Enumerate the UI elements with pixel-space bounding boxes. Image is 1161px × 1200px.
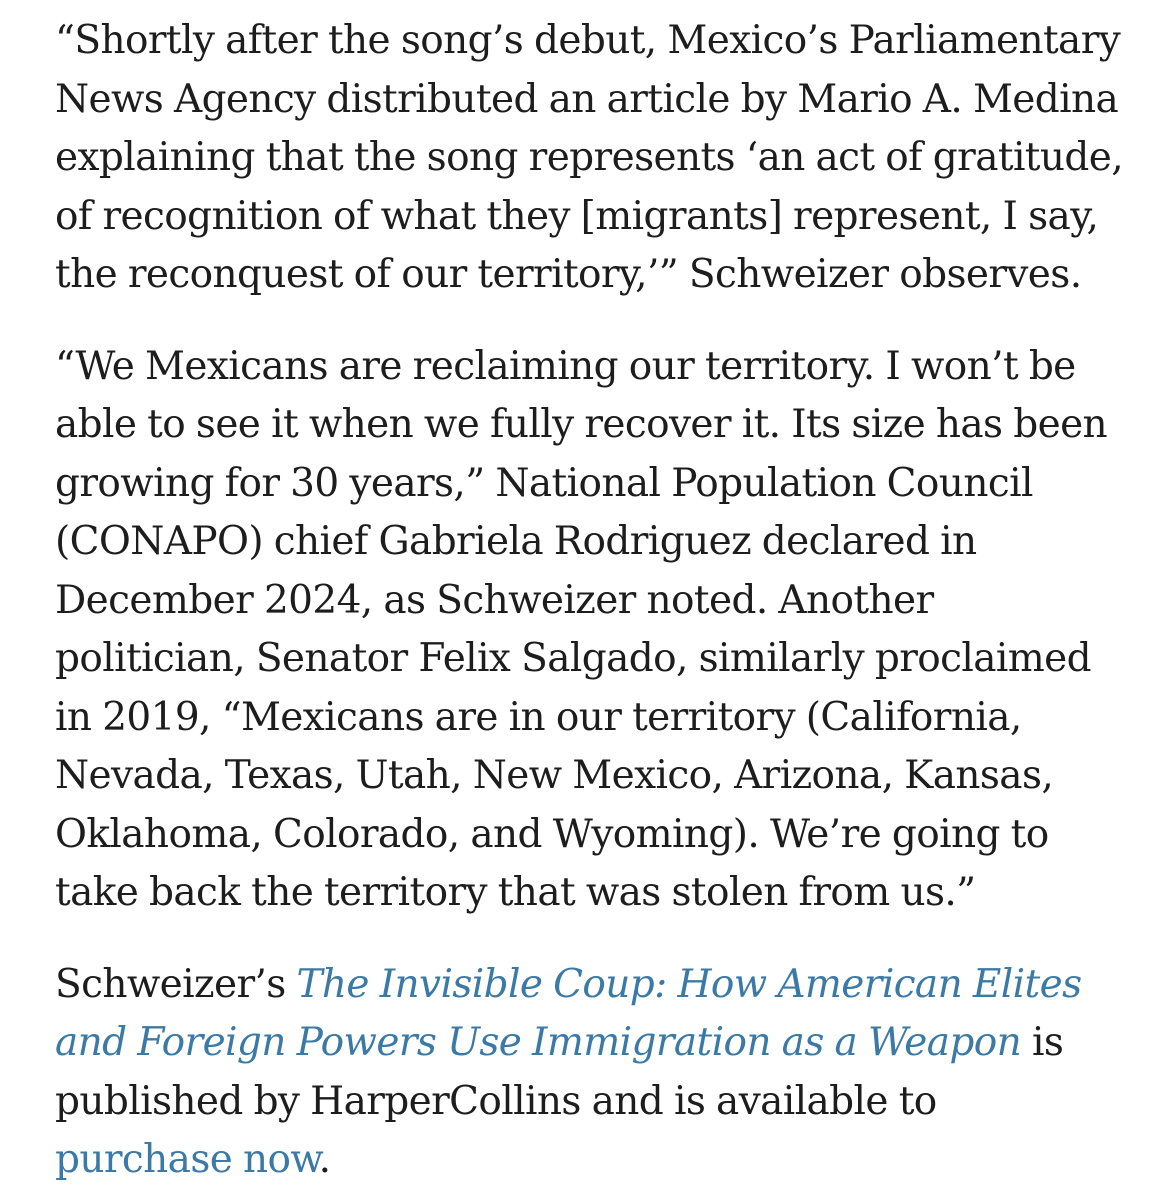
text-line: in 2019, “Mexicans are in our territory (California, — [55, 694, 1022, 740]
text-line: able to see it when we fully recover it. Its size has been — [55, 402, 1108, 447]
book-title-link[interactable]: The Invisible Coup: How American Elites — [296, 961, 1082, 1007]
text-line: the reconquest of our territory,’” Schweizer observes. — [55, 252, 1082, 297]
text-line — [55, 1014, 1145, 1073]
paragraph-book-promo — [55, 956, 1145, 1190]
text-line: News Agency distributed an article by Mario A. Medina — [55, 76, 1119, 122]
text-line: “We Mexicans are reclaiming our territory. I won’t be — [55, 343, 1076, 389]
paragraph-reclaiming-territory — [55, 338, 1145, 923]
text-line: Oklahoma, Colorado, and Wyoming). We’re going to — [55, 811, 1049, 857]
text-line: take back the territory that was stolen from us.” — [55, 870, 976, 915]
text-line: politician, Senator Felix Salgado, similarly proclaimed — [55, 636, 1091, 681]
text-line: “Shortly after the song’s debut, Mexico’s Parliamentary — [55, 18, 1121, 63]
text-line: December 2024, as Schweizer noted. Another — [55, 577, 934, 623]
purchase-now-link[interactable]: purchase now — [55, 1137, 319, 1182]
paragraph-song-debut — [55, 12, 1145, 305]
text-line: of recognition of what they [migrants] represent, I say, — [55, 193, 1099, 239]
closing-prefix: Schweizer’s — [55, 961, 297, 1007]
text-line: Nevada, Texas, Utah, New Mexico, Arizona, Kansas, — [55, 753, 1054, 798]
text-line — [55, 1131, 1145, 1190]
text-line: explaining that the song represents ‘an act of gratitude, — [55, 135, 1124, 180]
closing-after-link: is — [1021, 1020, 1064, 1065]
book-title-link-continued[interactable]: and Foreign Powers Use Immigration as a Weapon — [55, 1020, 1022, 1065]
text-line: growing for 30 years,” National Population Council — [55, 460, 1033, 506]
text-line — [55, 956, 1145, 1015]
closing-period: . — [318, 1137, 331, 1182]
text-line: (CONAPO) chief Gabriela Rodriguez declared in — [55, 519, 977, 564]
text-line: published by HarperCollins and is available to — [55, 1078, 937, 1124]
article-body — [55, 12, 1145, 1190]
